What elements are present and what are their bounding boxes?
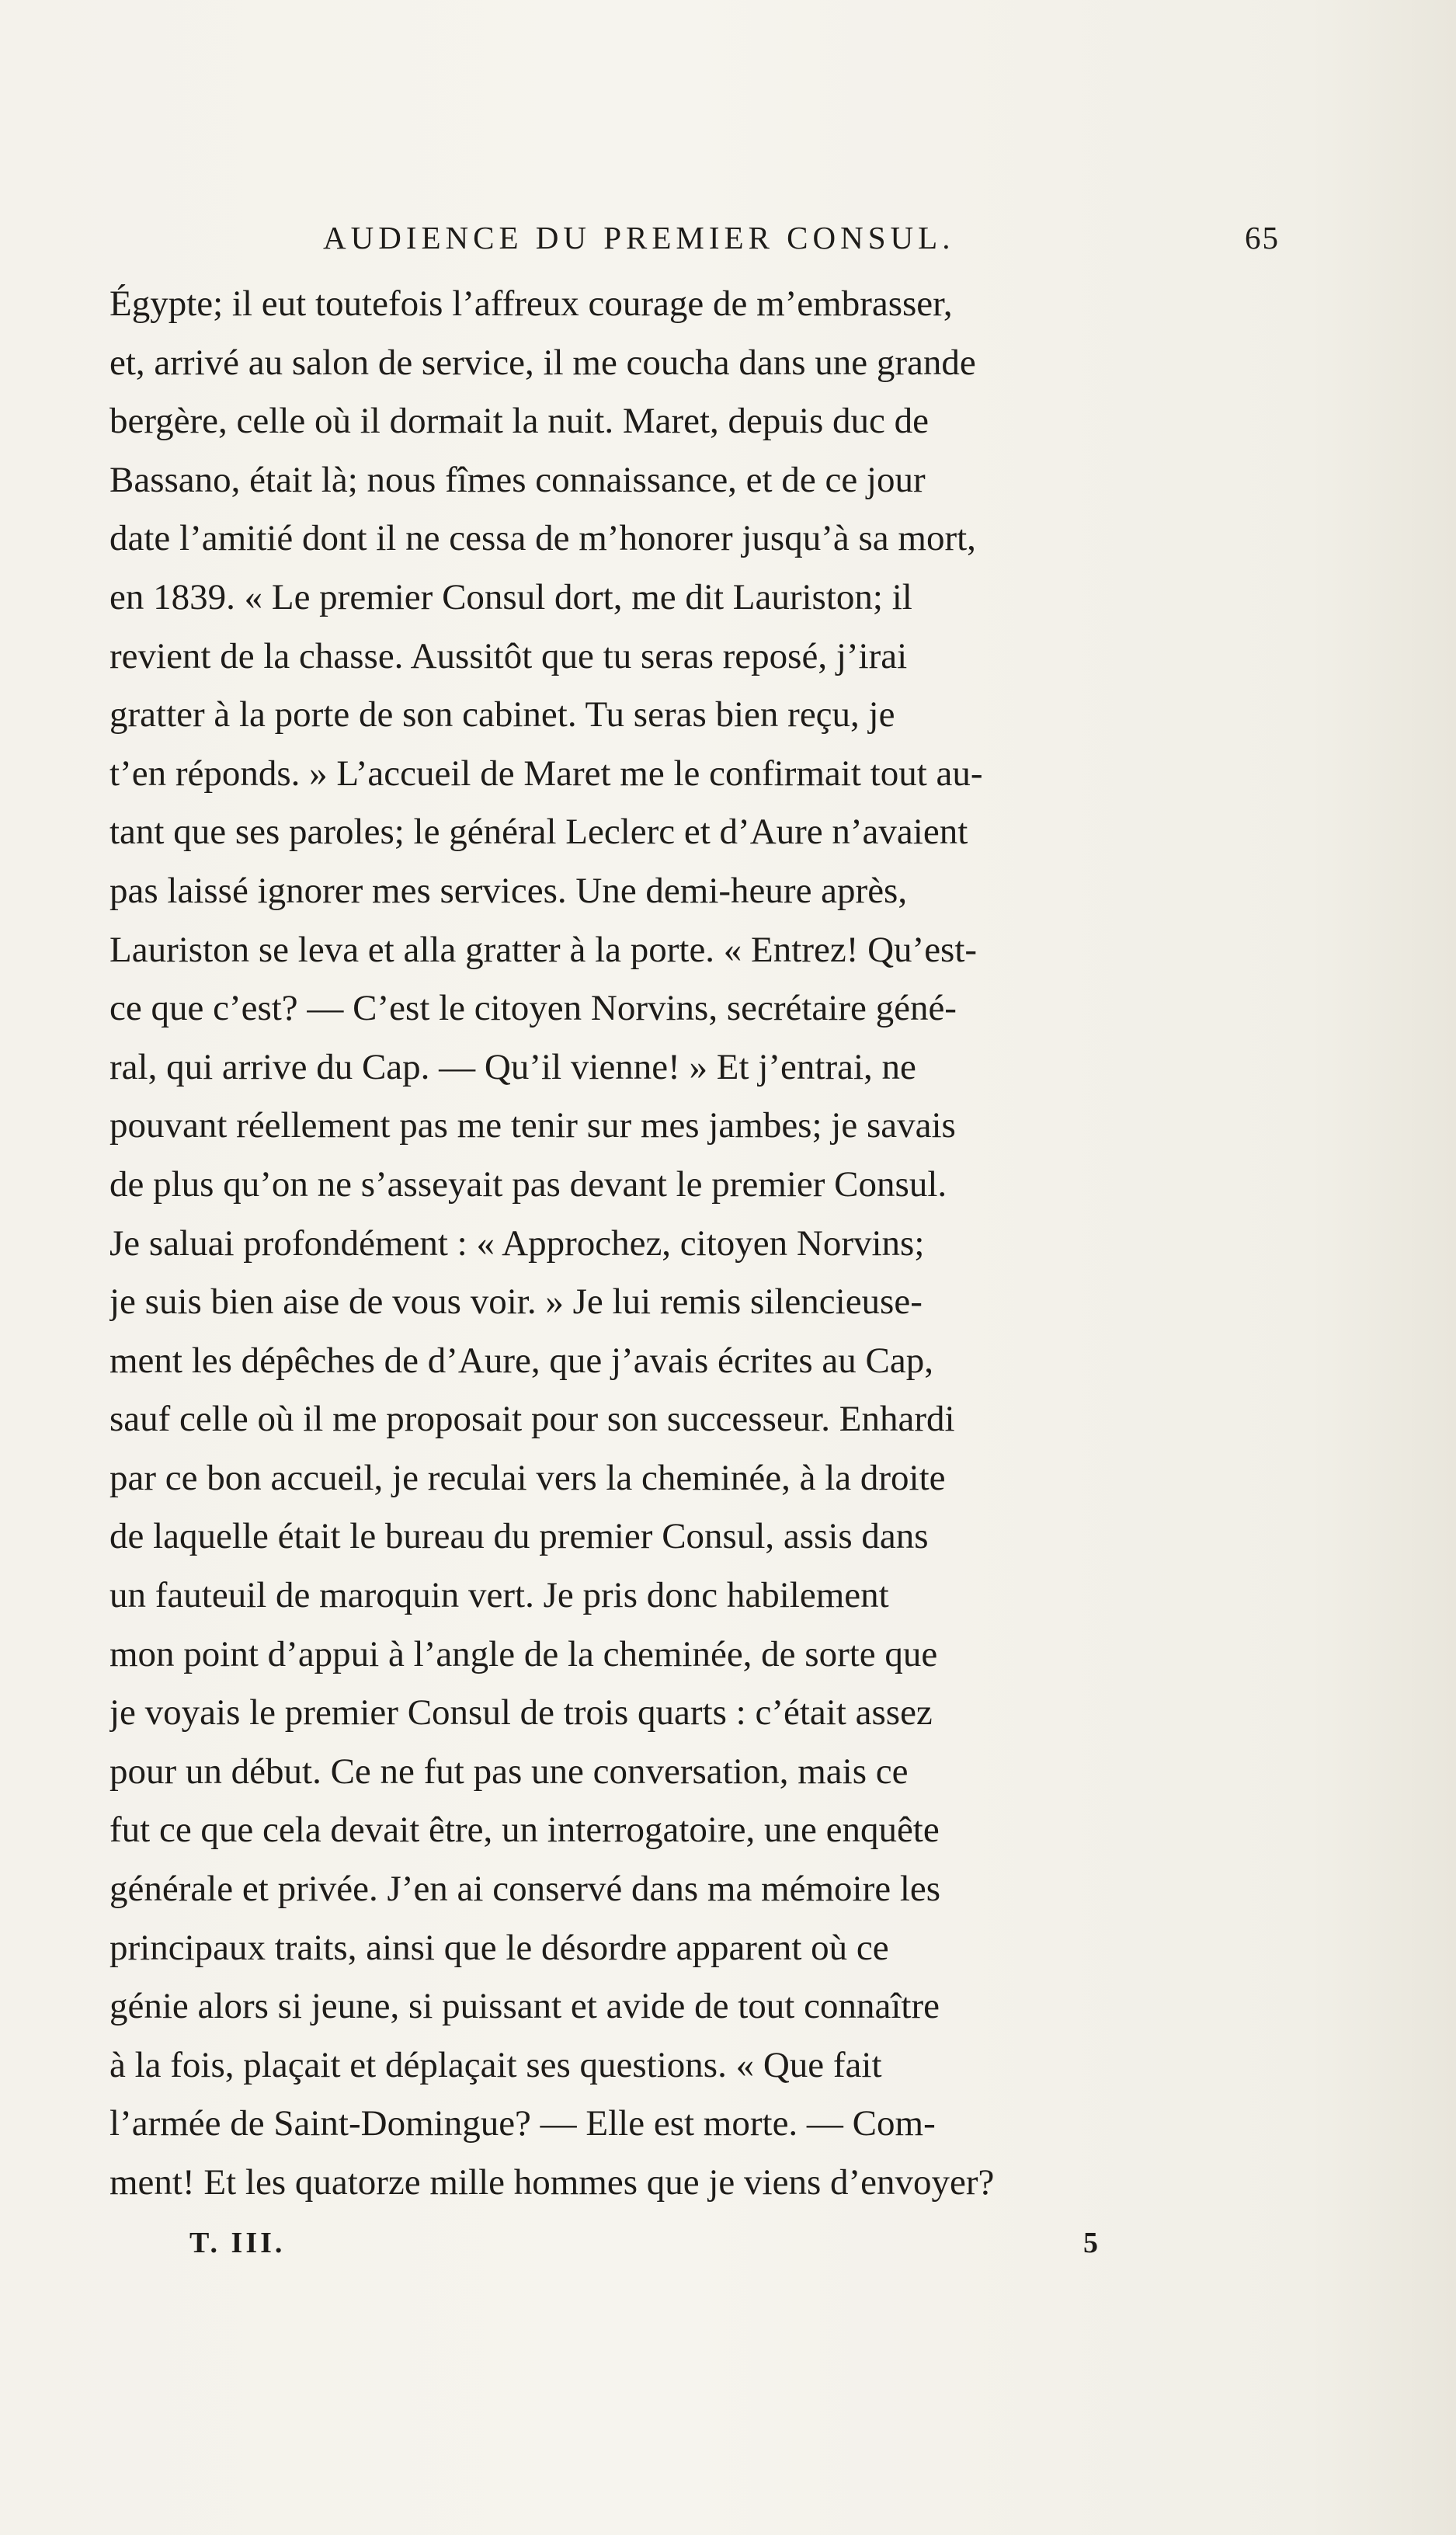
text-line: je suis bien aise de vous voir. » Je lui remis silencieuse- bbox=[109, 1281, 923, 1323]
body-text bbox=[109, 275, 1257, 2213]
text-line: fut ce que cela devait être, un interrogatoire, une enquête bbox=[109, 1810, 940, 1851]
text-line: sauf celle où il me proposait pour son successeur. Enhardi bbox=[109, 1399, 955, 1440]
text-line: bergère, celle où il dormait la nuit. Maret, depuis duc de bbox=[109, 401, 929, 442]
text-line: de plus qu’on ne s’asseyait pas devant le premier Consul. bbox=[109, 1163, 947, 1205]
text-line: en 1839. « Le premier Consul dort, me dit Lauriston; il bbox=[109, 576, 912, 617]
sheet-signature: 5 bbox=[1083, 2227, 1098, 2259]
text-line: revient de la chasse. Aussitôt que tu seras reposé, j’irai bbox=[109, 635, 908, 676]
text-line: Égypte; il eut toutefois l’affreux courage de m’embrasser, bbox=[109, 283, 953, 324]
text-line: ment! Et les quatorze mille hommes que je viens d’envoyer? bbox=[109, 2162, 995, 2203]
text-line: je voyais le premier Consul de trois quarts : c’était assez bbox=[109, 1692, 933, 1733]
text-line: pouvant réellement pas me tenir sur mes jambes; je savais bbox=[109, 1105, 956, 1146]
text-line: principaux traits, ainsi que le désordre apparent où ce bbox=[109, 1927, 889, 1968]
volume-signature: T. III. bbox=[189, 2227, 286, 2259]
text-line: génie alors si jeune, si puissant et avide de tout connaître bbox=[109, 1986, 940, 2027]
text-line: pour un début. Ce ne fut pas une conversation, mais ce bbox=[109, 1751, 909, 1792]
text-line: gratter à la porte de son cabinet. Tu seras bien reçu, je bbox=[109, 694, 895, 735]
text-line: mon point d’appui à l’angle de la cheminée, de sorte que bbox=[109, 1633, 938, 1674]
text-line: Lauriston se leva et alla gratter à la porte. « Entrez! Qu’est- bbox=[109, 929, 978, 970]
page-footer bbox=[189, 2220, 1098, 2266]
running-head bbox=[323, 214, 1280, 261]
text-line: pas laissé ignorer mes services. Une demi-heure après, bbox=[109, 870, 908, 911]
text-line: ce que c’est? — C’est le citoyen Norvins, secrétaire géné- bbox=[109, 988, 957, 1029]
text-line: date l’amitié dont il ne cessa de m’honorer jusqu’à sa mort, bbox=[109, 518, 976, 559]
text-line: et, arrivé au salon de service, il me coucha dans une grande bbox=[109, 342, 976, 383]
text-line: ral, qui arrive du Cap. — Qu’il vienne! » Et j’entrai, ne bbox=[109, 1046, 916, 1087]
text-line: ment les dépêches de d’Aure, que j’avais écrites au Cap, bbox=[109, 1340, 933, 1381]
text-line: un fauteuil de maroquin vert. Je pris donc habilement bbox=[109, 1575, 889, 1616]
text-line: Bassano, était là; nous fîmes connaissance, et de ce jour bbox=[109, 459, 926, 500]
text-line: de laquelle était le bureau du premier Consul, assis dans bbox=[109, 1516, 929, 1557]
text-line: par ce bon accueil, je reculai vers la cheminée, à la droite bbox=[109, 1457, 946, 1498]
text-line: t’en réponds. » L’accueil de Maret me le confirmait tout au- bbox=[109, 753, 983, 794]
text-line: à la fois, plaçait et déplaçait ses questions. « Que fait bbox=[109, 2044, 882, 2085]
text-line: générale et privée. J’en ai conservé dans ma mémoire les bbox=[109, 1869, 941, 1910]
text-line: Je saluai profondément : « Approchez, citoyen Norvins; bbox=[109, 1222, 925, 1264]
text-line: l’armée de Saint-Domingue? — Elle est morte. — Com- bbox=[109, 2103, 936, 2144]
page-number: 65 bbox=[1245, 220, 1280, 256]
running-title: AUDIENCE DU PREMIER CONSUL. bbox=[323, 220, 955, 256]
text-line: tant que ses paroles; le général Leclerc et d’Aure n’avaient bbox=[109, 812, 968, 853]
